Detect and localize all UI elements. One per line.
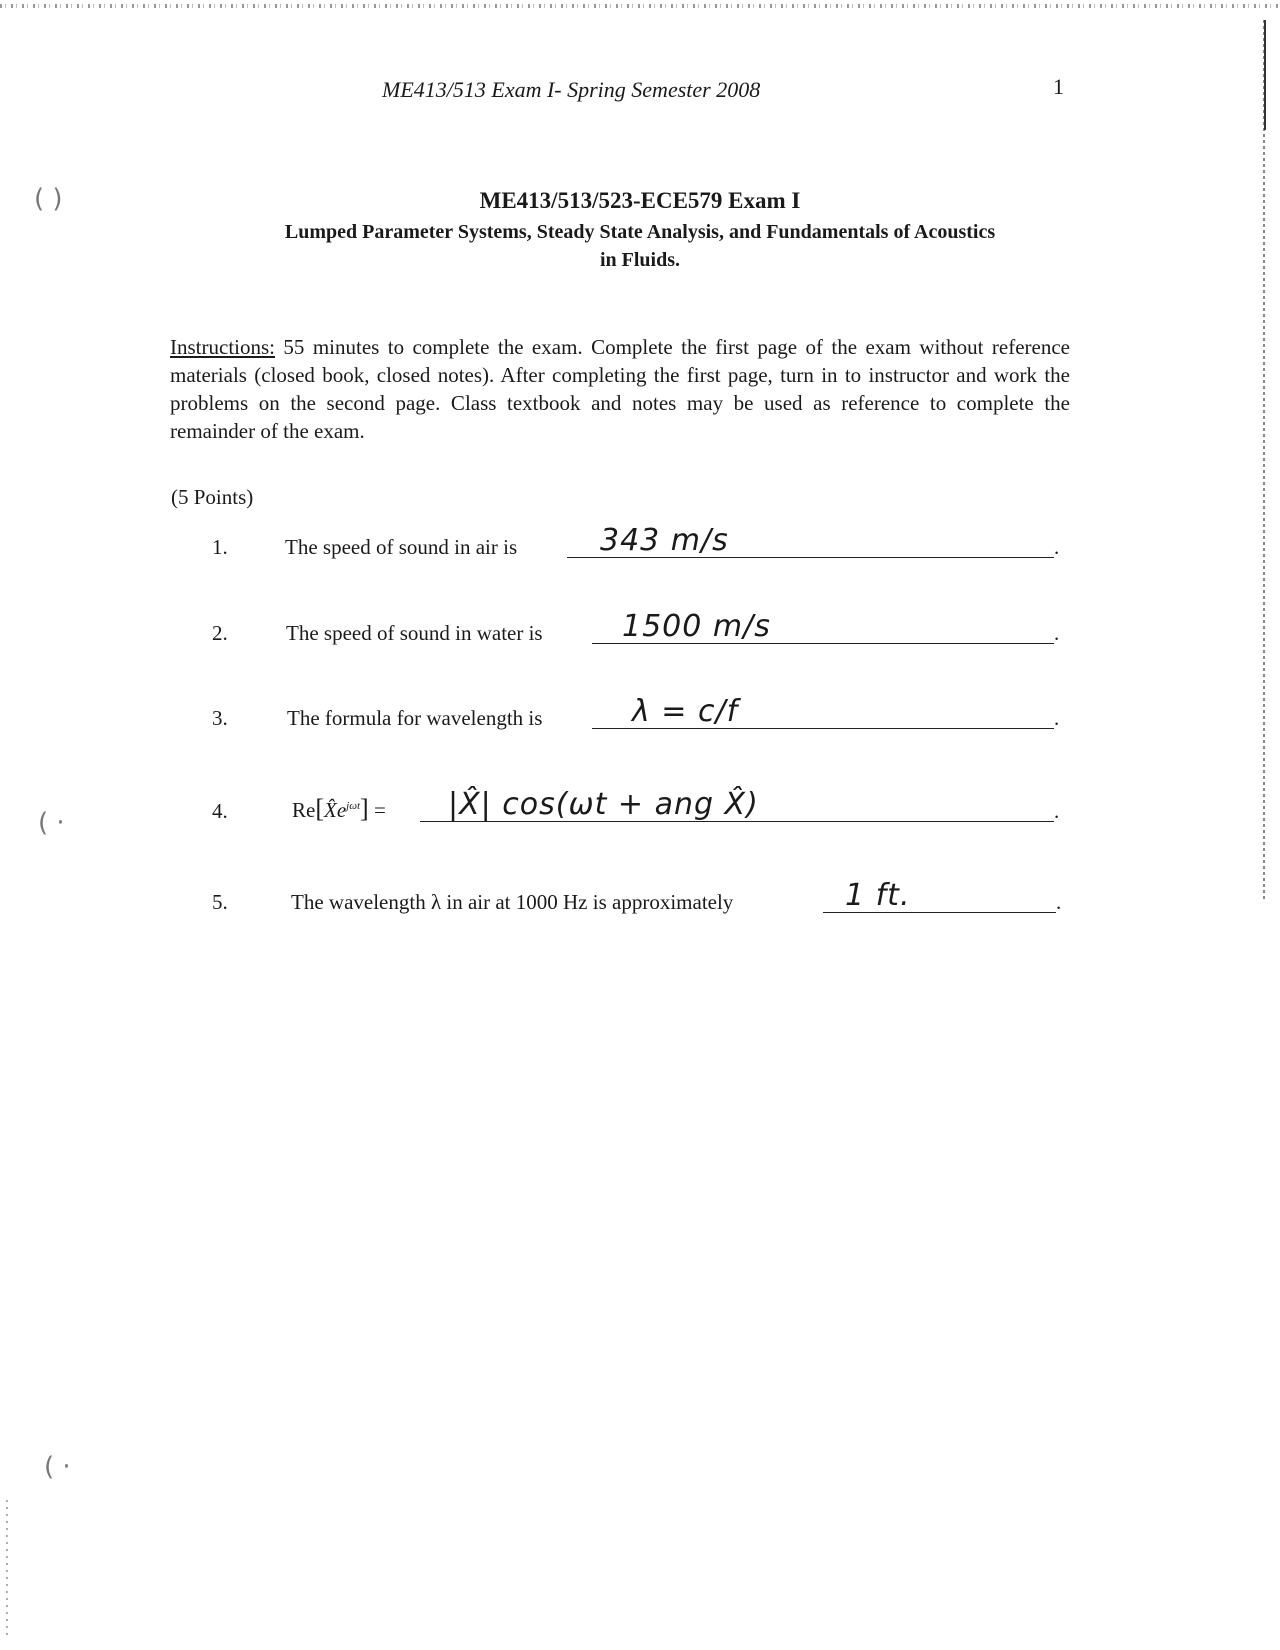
question-prompt: The formula for wavelength is — [287, 706, 543, 730]
complex-variable: X̂e — [324, 798, 347, 822]
punch-hole-bottom: ( · — [44, 1452, 71, 1482]
period: . — [1054, 621, 1060, 645]
instructions-label: Instructions: — [170, 335, 275, 359]
handwritten-answer: 1500 m/s — [622, 609, 771, 644]
question-number: 1. — [212, 535, 228, 559]
handwritten-answer: 1 ft. — [845, 878, 911, 913]
question-3 — [0, 695, 1280, 735]
period: . — [1056, 890, 1062, 914]
exam-subtitle-line1: Lumped Parameter Systems, Steady State Analysis, and Fundamentals of Acoustics — [284, 221, 996, 243]
period: . — [1054, 706, 1060, 730]
question-2 — [0, 610, 1280, 650]
instructions — [170, 333, 1070, 445]
question-number: 4. — [212, 799, 228, 823]
question-4 — [0, 788, 1280, 828]
right-bracket: ] — [360, 794, 369, 823]
question-1 — [0, 524, 1280, 564]
scan-artifact-right-solid — [1264, 20, 1266, 130]
question-number: 3. — [212, 706, 228, 730]
question-number: 5. — [212, 890, 228, 914]
scan-artifact-top — [0, 4, 1280, 8]
equals-sign: = — [373, 798, 386, 822]
question-prompt: The speed of sound in water is — [286, 621, 543, 645]
page-number: 1 — [1053, 74, 1064, 99]
handwritten-answer: |X̂| cos(ωt + ang X̂) — [448, 787, 759, 822]
period: . — [1054, 535, 1060, 559]
question-5 — [0, 879, 1280, 919]
punch-hole-top: ( ) — [34, 184, 63, 214]
running-header: ME413/513 Exam I- Spring Semester 2008 — [382, 77, 761, 102]
scan-artifact-left — [6, 1500, 8, 1640]
question-expression — [292, 794, 386, 824]
re-operator: Re — [292, 798, 316, 822]
handwritten-answer: 343 m/s — [600, 523, 729, 558]
points-label: (5 Points) — [171, 485, 254, 509]
left-bracket: [ — [315, 794, 324, 823]
exam-subtitle-line2: in Fluids. — [599, 249, 681, 271]
question-prompt: The speed of sound in air is — [285, 535, 518, 559]
exam-title: ME413/513/523-ECE579 Exam I — [479, 188, 801, 213]
scan-artifact-right — [1263, 20, 1265, 900]
handwritten-answer: λ = c/f — [632, 694, 739, 729]
period: . — [1054, 799, 1060, 823]
exponent: jωt — [346, 800, 361, 812]
instructions-text: 55 minutes to complete the exam. Complete the first page of the exam without reference materials (closed book, closed notes). After completing the first page, turn in to instructor and work the problems on the second page. Class textbook and notes may be used as reference to complete the remainder of the exam. — [170, 335, 1070, 443]
question-prompt: The wavelength λ in air at 1000 Hz is approximately — [291, 890, 734, 914]
punch-hole-middle: ( · — [38, 808, 65, 838]
question-number: 2. — [212, 621, 228, 645]
